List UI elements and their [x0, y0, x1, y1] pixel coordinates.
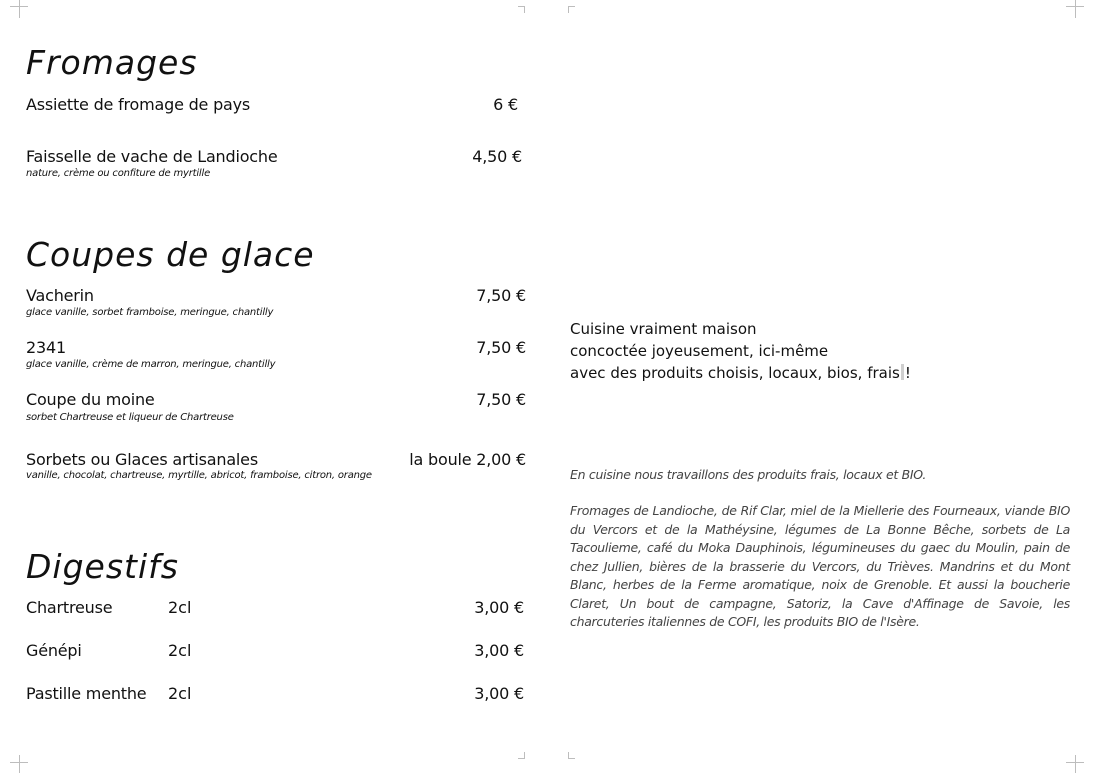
menu-item-name: Pastille menthe	[26, 684, 147, 703]
menu-item-name: Génépi	[26, 641, 82, 660]
page-corner-mark	[568, 6, 575, 13]
menu-item-name: Faisselle de vache de Landioche	[26, 147, 278, 166]
menu-item-price: 4,50 €	[472, 147, 522, 166]
menu-item-price: 7,50 €	[476, 286, 526, 305]
crop-mark	[1075, 0, 1076, 18]
menu-item-description: glace vanille, crème de marron, meringue, chantilly	[26, 359, 276, 370]
menu-item-name: Vacherin	[26, 286, 94, 305]
suppliers-paragraph: Fromages de Landioche, de Rif Clar, miel de la Miellerie des Fourneaux, viande BIO du Vercors et de la Mathéysine, légumes de La Bonne Bêche, sorbets de La Tacoulieme, café du Moka Dauphinois, légumineuses du gaec du Moulin, pain de chez Jullien, bières de la brasserie du Vercors, du Trièves. Mandrins et du Mont Blanc, herbes de la Ferme aromatique, noix de Grenoble. Et aussi la boucherie Claret, Un bout de campagne, Satoriz, la Cave d'Affinage de Savoie, les charcuteries italiennes de COFI, les produits BIO de l'Isère.	[570, 503, 1070, 629]
section-title-digestifs: Digestifs	[26, 547, 179, 586]
section-title-glaces: Coupes de glace	[26, 235, 315, 274]
menu-item-description: glace vanille, sorbet framboise, meringue, chantilly	[26, 307, 274, 318]
menu-item-name: Assiette de fromage de pays	[26, 95, 251, 114]
menu-item-name: Chartreuse	[26, 598, 113, 617]
menu-item-quantity: 2cl	[168, 684, 192, 703]
text-cursor	[901, 364, 904, 380]
menu-item-price: 3,00 €	[474, 641, 524, 660]
tagline-line: concoctée joyeusement, ici-même	[570, 342, 829, 360]
crop-mark	[1075, 755, 1076, 773]
tagline-exclamation: !	[904, 364, 911, 382]
menu-item-quantity: 2cl	[168, 641, 192, 660]
menu-item-quantity: 2cl	[168, 598, 192, 617]
section-title-fromages: Fromages	[26, 43, 198, 82]
menu-item-price: 3,00 €	[474, 684, 524, 703]
menu-item-description: nature, crème ou confiture de myrtille	[26, 168, 211, 179]
menu-item-name: Coupe du moine	[26, 390, 155, 409]
crop-mark	[19, 755, 20, 773]
menu-item-price: 3,00 €	[474, 598, 524, 617]
menu-item-name: 2341	[26, 338, 66, 357]
menu-item-description: sorbet Chartreuse et liqueur de Chartreuse	[26, 412, 234, 423]
crop-mark	[19, 0, 20, 18]
page-corner-mark	[518, 752, 525, 759]
menu-item-price: 7,50 €	[476, 338, 526, 357]
menu-item-description: vanille, chocolat, chartreuse, myrtille, abricot, framboise, citron, orange	[26, 470, 372, 481]
tagline-line	[570, 362, 911, 384]
tagline-text: avec des produits choisis, locaux, bios, frais	[570, 364, 900, 382]
intro-text: En cuisine nous travaillons des produits frais, locaux et BIO.	[570, 467, 927, 482]
page-corner-mark	[568, 752, 575, 759]
tagline-line: Cuisine vraiment maison	[570, 320, 757, 338]
page-corner-mark	[518, 6, 525, 13]
menu-item-price: 6 €	[493, 95, 518, 114]
menu-item-price: la boule 2,00 €	[409, 450, 526, 469]
menu-item-name: Sorbets ou Glaces artisanales	[26, 450, 258, 469]
menu-item-price: 7,50 €	[476, 390, 526, 409]
tagline	[570, 318, 911, 384]
